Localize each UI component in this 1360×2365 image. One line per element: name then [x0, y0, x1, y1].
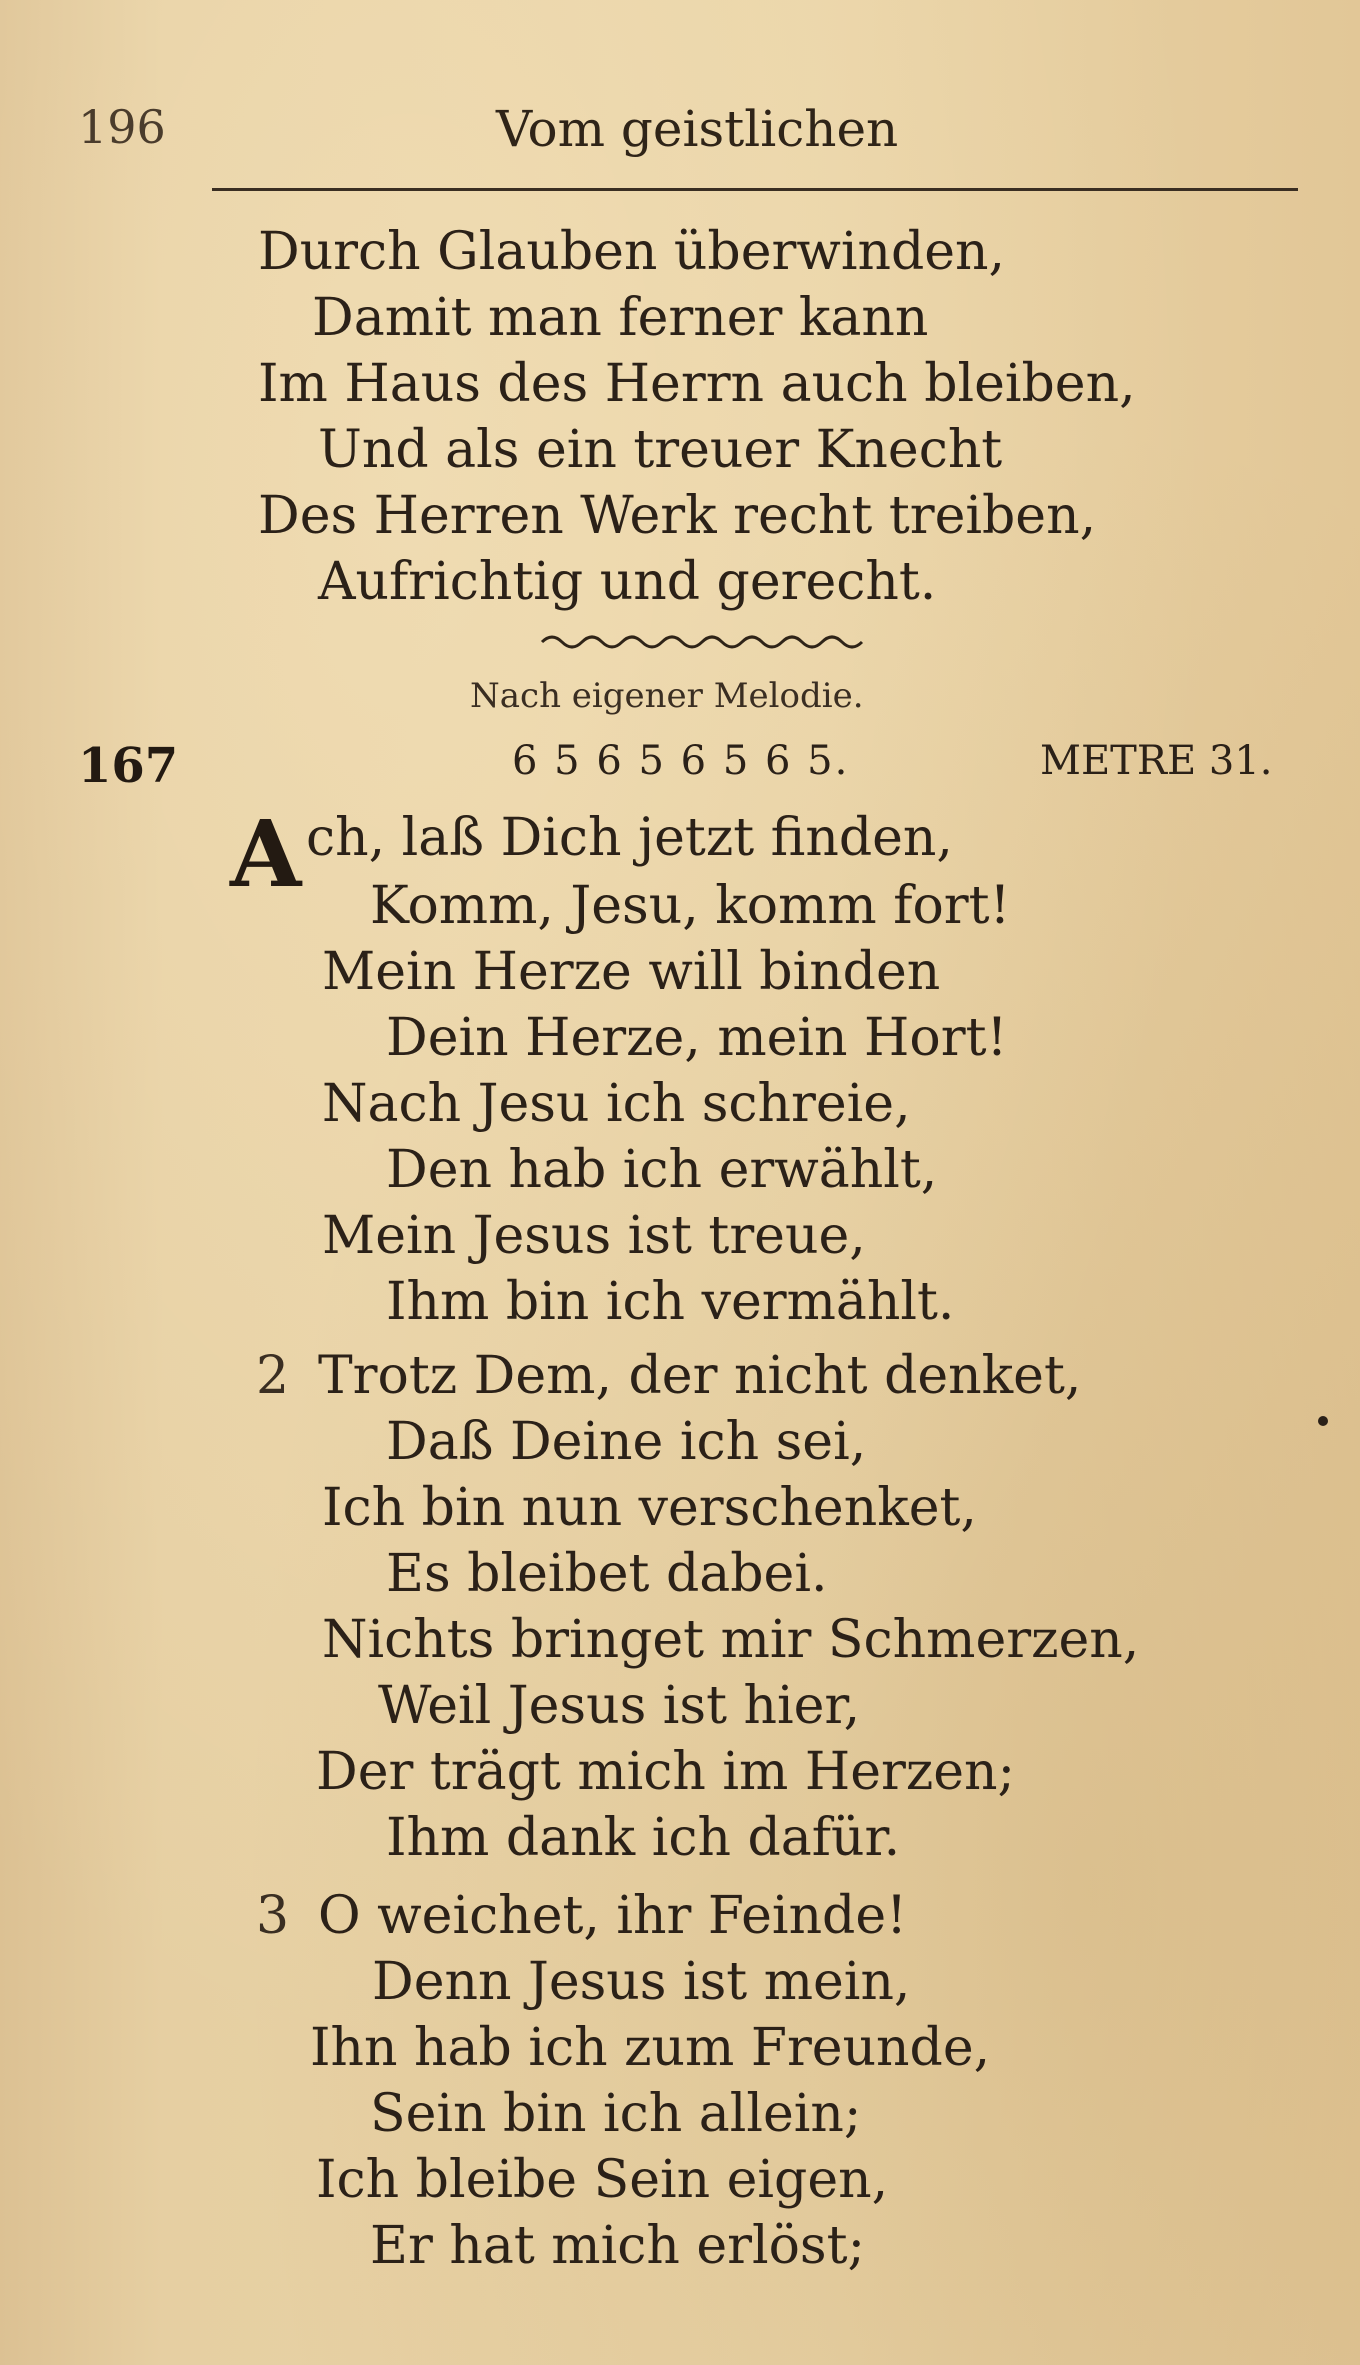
verse-line: Nichts bringet mir Schmerzen, [322, 1610, 1140, 1670]
verse-line: Er hat mich erlöst; [370, 2216, 866, 2276]
header-rule [212, 188, 1298, 191]
page-header [78, 100, 1300, 160]
verse-line: Der trägt mich im Herzen; [316, 1742, 1016, 1802]
verse-line: Es bleibet dabei. [386, 1544, 828, 1604]
ink-blot [1318, 1416, 1328, 1426]
verse-line: Weil Jesus ist hier, [378, 1676, 861, 1736]
previous-hymn-line: Damit man ferner kann [312, 288, 929, 348]
verse-line: Denn Jesus ist mein, [372, 1952, 911, 2012]
verse-line: Komm, Jesu, komm fort! [370, 876, 1011, 936]
verse-line: Nach Jesu ich schreie, [322, 1074, 911, 1134]
verse-number: 3 [256, 1886, 290, 1946]
verse-line: Trotz Dem, der nicht denket, [318, 1346, 1082, 1406]
previous-hymn-line: Im Haus des Herrn auch bleiben, [258, 354, 1136, 414]
previous-hymn-line: Durch Glauben überwinden, [258, 222, 1006, 282]
verse-line: O weichet, ihr Feinde! [318, 1886, 908, 1946]
verse-line: Ihm bin ich vermählt. [386, 1272, 955, 1332]
drop-cap: A [230, 800, 302, 908]
running-title: Vom geistlichen [496, 100, 899, 158]
previous-hymn-line: Und als ein treuer Knecht [318, 420, 1003, 480]
verse-line: Mein Herze will binden [322, 942, 941, 1002]
verse-number: 2 [256, 1346, 290, 1406]
verse-line: ch, laß Dich jetzt finden, [306, 808, 953, 868]
ornamental-divider [540, 630, 870, 654]
verse-line: Mein Jesus ist treue, [322, 1206, 866, 1266]
verse-line: Sein bin ich allein; [370, 2084, 862, 2144]
verse-line: Ihm dank ich dafür. [386, 1808, 901, 1868]
verse-line: Ich bleibe Sein eigen, [316, 2150, 889, 2210]
verse-line: Ich bin nun verschenket, [322, 1478, 977, 1538]
page-number: 196 [78, 100, 166, 154]
previous-hymn-line: Aufrichtig und gerecht. [318, 552, 937, 612]
previous-hymn-line: Des Herren Werk recht treiben, [258, 486, 1097, 546]
meter-digits: 6 5 6 5 6 5 6 5. [512, 738, 850, 784]
verse-line: Dein Herze, mein Hort! [386, 1008, 1008, 1068]
verse-line: Ihn hab ich zum Freunde, [310, 2018, 991, 2078]
hymn-number: 167 [78, 738, 179, 794]
verse-line: Den hab ich erwählt, [386, 1140, 938, 1200]
verse-line: Daß Deine ich sei, [386, 1412, 867, 1472]
meter-name: METRE 31. [1040, 738, 1273, 784]
melody-note: Nach eigener Melodie. [470, 676, 864, 716]
